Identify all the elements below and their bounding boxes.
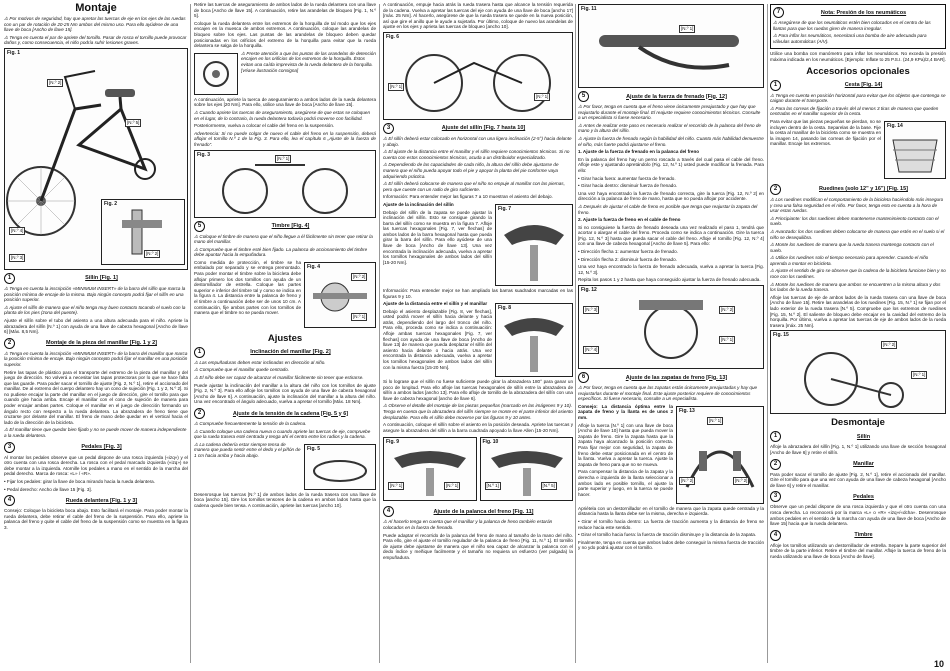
section-title: Sillín <box>856 433 871 440</box>
warning-text: ⚠ Dependiendo de las capacidades de cada niño, la altura del sillín debe ajustarse de manera que el niño pueda apoyar todo el pie y apoyar la planta del pie conforme vaya adquiriendo práctica. <box>383 162 559 179</box>
column-3 <box>383 2 573 665</box>
warning-text: Por favor, tenga en cuenta que el freno viene únicamente preajustado y que hay que reajustarlo durante el montaje final. El reajuste requiere conocimientos técnicos. Consulte a un especialista si fuese necesario. <box>578 104 761 121</box>
figure-callout: [N.º 1] <box>913 372 926 378</box>
body-text: A continuación, apriete la tuerca de aseguramiento a ambos lados de la rueda delantera sobre los ejes [20 Nm]. Para ello, utilice una llave de boca [Ancho de llave 15]. <box>194 96 376 108</box>
list-item-text: Dirección flecha 1: aumentar fuerza de frenado. <box>580 249 678 255</box>
warning-text: Tenga en cuenta la inscripción «MINIMUM INSERT» de la barra del manillar que marca la posición mínima de encaje. Bajo ningún concepto podrá fijar el manillar en una posición superior. <box>4 350 188 367</box>
warning-text: ⚠ Después de ajustar el cable de freno es posible que tenga que reajustar la zapata del freno. <box>578 203 758 215</box>
body-text: Si no consiguiese la fuerza de frenado deseada una vez realizado el paso 1, tendrá que acortar o alargar el cable del freno. Proceda como se indica a continuación. Gire la tuerca [Fig. 12, N.º 3] hasta que pueda sacar el cable del freno. Afloje el tornillo [Fig. 12, N.º 4] con una llave de cabeza hexagonal [Ancho de llave 5]. Para ello: <box>578 224 764 247</box>
figure-3 <box>194 150 376 218</box>
warning-text: ⚠ Preste atención a que las puntas de las arandelas de detención encajen en los orificios de los extremos de la horquilla. Éstos evitan una caída imprevista de la rueda delantera de la horquilla. [Véase ilustración consigna] <box>241 50 376 73</box>
warning-text: Al hacerlo tenga en cuenta que el manillar y la palanca de freno también estarán colocados en la fuerza de frenado. <box>383 519 553 531</box>
body-text: Afloje las tuercas de eje de ambos lados de la rueda trasera con una llave de boca [Ancho de llave 15]. Retire las arandelas de los ruedines [Fig. 15, N.º 1] se fijan por el lado exterior de la rueda trasera [N.º 5]. Compruebe que los extremos de ruedines [Fig. 15, N.º 2]. El saliente de bloqueo debe encajar en la cavidad del extremo de la horquilla. Por último, vuelva a apretar las tuercas de eje de ambos lados de la rueda trasera [máx. 25 Nm]. <box>770 294 946 328</box>
figure-callout: [N.º 4] <box>11 227 24 233</box>
distance-text <box>383 301 492 379</box>
warning-text: Coloque el timbre de manera que el niño llegue a él fácilmente sin tener que retirar la mano del manillar. <box>194 233 373 245</box>
body-text: Posteriormente, vuelva a colocar el cable del freno en la suspensión. <box>194 123 335 129</box>
warning-text: ⚠ El manillar tiene que quedar bien fijado y no se puede mover de manera independiente a la rueda delantera. <box>4 427 187 439</box>
figure-callout: [N.º 1] <box>446 483 459 489</box>
section-header <box>383 123 573 134</box>
warning-text: La cadena debería estar siempre tensa de manera que pueda sentir entre el dedo y el piñón de 1 cm hacia arriba y hacia abajo. <box>194 441 301 458</box>
section-title: Rueda delantera [Fig. 1 y 3] <box>65 497 138 504</box>
stem-illustration <box>102 200 184 264</box>
bell-block <box>194 260 376 330</box>
list-item: • Girar el tornillo hacia fuera: la fuerza de tracción disminuye y la distancia de la zapata. <box>578 532 757 538</box>
section-header <box>770 530 946 541</box>
section-header <box>194 408 376 419</box>
warning-text: ⚠ Compruebe que el timbre esté bien fijado. La palanca de accionamiento del timbre debe apuntar hacia la empuñadura. <box>194 246 368 258</box>
body-text: A continuación, coloque el sillín sobre el asiento en la posición deseada. Apriete las tuercas y asegure la abrazadera del sillín a la barra cuadrada apoyado la llave Allen [15-20 Nm]. <box>383 422 573 433</box>
body-text: Puede adaptar el recorrido de la palanca del freno de mano al tamaño de la mano del niño. Para ello, gire el ajuste el tornillo regulador de la palanca de freno [Fig. 11, N.º 1]. El tornillo de ajuste debe ajustarse de manera que el niño sea capaz de alcanzar la palanca con el dedo índice y meñique facilmente y el tamaño no requiera un esfuerzo (ver pulgada) la empuñadura. <box>383 532 573 560</box>
figure-callout: [N.º 5] <box>542 483 555 489</box>
section-header <box>383 506 573 517</box>
section-header <box>773 7 943 18</box>
warning-text: Por motivos de seguridad, hay que apretar las tuercas de eje en los ejes de las ruedas con un par de rotación de 20-25 Nm ambos del mismo uso. Para ello ayúdese de una llave de boca [Ancho de llave 15]. <box>4 16 186 33</box>
consejo-text: Consejo: La distancia óptima entre la zapata de freno y la llanta es de unos 2 mm. <box>578 403 673 420</box>
figure-7 <box>495 204 573 286</box>
section-number: 1 <box>770 80 781 91</box>
warning-text: ⚠ Compruebe que el manillar quede centrado. <box>194 367 290 373</box>
body-text: Si lo lograse que el sillín no fuese suficiente puede girar la abrazadera 180° para ganar un poco de longitud. Para ello afloje las tuercas hexagonales de sillín entre la abrazadera de sillín a ambos lados [ancho 13]. Para ello afloje de tornillo de la abrazadera del sillín con una llave de cabeza hexagonal [ancho de llave 6]. <box>383 379 573 401</box>
figure-label: Fig. 4 <box>307 263 321 270</box>
warning-text: Ajuste el sentido de giro se observe que la cadena de la bicicleta funcione bien y no roce con los ruedines. <box>770 268 946 280</box>
body-text: Información: Para entender mejor las figuras 7 a 10 muestran el asiento del debajo. <box>383 194 553 200</box>
figure-label: Fig. 9 <box>386 439 400 446</box>
list-item-text: Fijar los pedales: girar la llave de boca mirando hacia la rueda delantera. <box>6 479 155 484</box>
body-text: Apriétela con un destornillador en el tornillo de manera que la zapata quede centrada y la distancia hasta la llanta debe ser la misma, derecha e izquierda. <box>578 505 764 517</box>
safety-warning: ⚠ Tenga en cuenta el par de apriete del tornillo. Pasar de rosca el tornillo puede provocar daños y, como consecuencia, el niño podría sufrir lesiones graves. <box>4 34 187 46</box>
section-number: 2 <box>194 408 205 419</box>
tilt-block <box>383 202 573 288</box>
section-title: Cesta [Fig. 14] <box>844 82 883 89</box>
body-text: Puede ajustar la inclinación del manillar a la altura del niño con los tornillos de ajuste [Fig. 2, N.º 3]. Para ello afloje los tornillos con ayuda de una llave de cabeza hexagonal [Ancho de llave 6]. A continuación, ajuste la inclinación del manillar a la altura del niño. Una vez encontrado el ángulo adecuado, vuelva a apretar el tornillo [Máx. 18 Nm]. <box>194 382 376 405</box>
figure-11 <box>578 4 764 88</box>
body-text: Afloje la tuerca [N.º 1] con una llave de boca [Ancho de llave 10] hasta que pueda mover la zapata de freno. Gire la zapata hasta que la zapata haya alcanzado la posición correcta. Para fijar mejor con seguridad, la zapata de freno debe estar posicionada en el centro de la llanta. Vuelva a apretar la tuerca. Ajuste la zapata de freno para que no se mueva. <box>578 422 673 467</box>
warning-text: ⚠ Monte los ruedines de manera que la rueda trasera mantenga contacto con el suelo. <box>770 242 934 253</box>
section-number: 3 <box>770 491 781 502</box>
warning-text: ⚠ Compruebe frecuentemente la tensión de la cadena. <box>194 421 307 427</box>
warning-text: Preste atención a que las puntas de las arandelas de detención encajen en los orificios de los extremos de la horquilla. Éstos evitan una caída imprevista de la rueda delantera de la horquilla. [Véase ilustración consigna] <box>241 50 376 73</box>
body-text: Debajo del sillín de la zapata se puede ajustar la inclinación del sillín. Esto se consigue girando la barra del sillín como se muestra en la figura 7. Afloje las tuercas hexagonales [Fig. 7, ver flechas] de ambos lados de la barra hexagonal hasta que pueda girar la barra del sillín. Para ello ayúdese de una llave de boca [Ancho de llave 13]. Una vez encontrada la inclinación adecuada, vuelva a apretar los tornillos hexagonales de ambos lados del sillín [15-20 Nm]. <box>383 209 492 265</box>
body-text: Para poder sacar el tornillo de ajuste [Fig. 2, N.º 1], retire el accionado del manillar. Gire el tornillo para que una vez con ayuda de una llave de cabeza hexagonal [Ancho de llave 6] y retire el manillar. <box>770 471 946 488</box>
sub-title: Ajuste de la distancia entre el sillín y el manillar <box>383 301 488 307</box>
figure-callout: [N.º 3] <box>585 307 598 313</box>
section-title: Montaje de la pieza del manillar [Fig. 1 y 2] <box>46 340 157 347</box>
figure-label: Fig. 14 <box>887 122 903 129</box>
figure-callout: [N.º 1] <box>353 313 366 319</box>
list-item: • Girar hacia fuera: aumentar fuerza de frenado. <box>578 175 676 181</box>
body-text: Como medida de protección, el timbre se ha embalado por separado y se entrega premontado. Para poder montar el timbre sobre la bicicleta debe aflojar primero los dos tornillos con ayuda de un destornillador de estrella. Coloque las partes superior e inferior del timbre tal y como se indica en la figura 4. La distancia entre la palanca de freno y el timbre a continuación debe ser de unos 10 cm. A continuación, fije ambos partes con los tornillos de manera que el timbre no se pueda mover. <box>194 259 301 316</box>
section-title: Ruedines (solo 12" y 16") [Fig. 15] <box>819 186 908 193</box>
section-header <box>770 184 946 195</box>
warning-text: Para inflar los neumáticos, necesitará una bomba de aire adecuada para válvulas automáticas (A/V). <box>773 33 927 44</box>
accessories-heading: Accesorios opcionales <box>806 65 910 77</box>
warning-text: El niño debe ser capaz de alcanzar el manillar fácilmente sin tener que estirarse. <box>199 375 364 381</box>
list-item: • Dirección flecha 2: disminuir fuerza de frenado. <box>578 256 677 262</box>
warning-text: ⚠ Al hacerlo tenga en cuenta que el manillar y la palanca de freno también estarán colocados en la fuerza de frenado. <box>383 519 553 531</box>
warning-text: ⚠ Ajuste el sillín de manera que el niño tenga muy buen contacto tocando el suelo con la planta de los pies (zona del puente). <box>4 304 186 316</box>
figure-13 <box>676 406 764 504</box>
desmontaje-heading: Desmontaje <box>831 417 885 429</box>
fig9-10-row <box>383 435 573 503</box>
warning-text: ⚠ El ajuste de la distancia entre el manillar y el sillín requiere conocimientos técnicos. Si no cuenta con estos conocimientos técnicos, acuda a un distribuidor especializado. <box>383 149 570 160</box>
section-number: 2 <box>770 184 781 195</box>
figure-label: Fig. 10 <box>482 439 499 446</box>
body-text: Consejo: Coloque la bicicleta boca abajo. Esto facilitará el montaje. Para poder montar la rueda delantera, debe retirar el cable del freno de la suspensión. Para ello, apriete la palanca del freno y quite el cable del freno de la suspensión como se muestra en la figura 3. <box>4 508 188 530</box>
section-title: Inclinación del manillar [Fig. 2] <box>250 349 331 356</box>
figure-label: Fig. 11 <box>581 6 597 12</box>
list-item: • Pedal derecho: Ancho de llave 15 [Fig. 3]. <box>4 486 92 492</box>
warning-text: Ajuste el sillín de manera que el niño tenga muy buen contacto tocando el suelo con la planta de los pies (zona del puente). <box>4 304 186 316</box>
figure-callout: [N.º 2] <box>353 273 366 279</box>
warning-text: ⚠ Tenga en cuenta la inscripción «MINIMUM INSERT» de la barra del sillín que marca la posición mínima de encaje de la misma. Bajo ningún concepto podrá fijar el sillín en una posición superior. <box>4 285 186 303</box>
warning-text: El ajuste de la distancia entre el manillar y el sillín requiere conocimientos técnicos. Si no cuenta con estos conocimientos técnicos, acuda a un distribuidor especializado. <box>383 149 570 160</box>
body-text: Para compensar la distancia de la zapata y la derecha e izquierda de la llanta seleccionar a ambos lado es posible tornillo, el ajuste la parte superior y luego, en la tuerca se puede hacer. <box>578 469 673 497</box>
axle-illustration <box>195 54 237 94</box>
body-text: Repita los pasos 1 y 2 hasta que haya conseguido ajustar la fuerza de frenado adecuada. <box>578 277 761 283</box>
warning-text: ⚠ Ajuste la fuerza de frenado según la habilidad del niño. Cuanto más habilidad demuestre el niño, más fuerte podrá ajustarse el freno. <box>578 135 764 147</box>
warning-text: ⚠ Cuando coloque una cadena nueva o cuando apriete las tuercas de eje, compruebe que la rueda trasera esté centrada y tenga ahí el centro entre los radios y la cadena. <box>194 428 371 440</box>
figure-label: Fig. 13 <box>679 407 695 414</box>
axle-detail-figure <box>194 53 238 95</box>
section-header <box>194 347 376 358</box>
warning-text: Ajuste la fuerza de frenado según la habilidad del niño. Cuanto más habilidad demuestre el niño, más fuerte podrá ajustarse el freno. <box>578 135 764 147</box>
figure-callout: [N.º 1] <box>681 26 694 31</box>
figure-14 <box>884 121 946 179</box>
column-5 <box>770 2 946 665</box>
section-title: Ajuste del sillín [Fig. 7 hasta 10] <box>441 125 526 132</box>
warning-text: Por favor, tenga en cuenta que las zapatas están únicamente preajustadas y hay que reajustarlas durante el montaje final. Este ajuste posterior requiere de conocimientos específicos. Si fuese necesario, consulte a un especialista. <box>578 385 758 402</box>
figure-callout: [N.º 2] <box>735 477 748 483</box>
section-number: 7 <box>773 7 784 18</box>
warning-text: ⚠ Tenga en cuenta la inscripción «MINIMUM INSERT» de la barra del manillar que marca la posición mínima de encaje. Bajo ningún concepto podrá fijar el manillar en una posición superior. <box>4 350 188 367</box>
warning-text: Para las correas de fijación a través del al menos 3 tiras de manera que queden centradas en el manillar superior de la cesta. <box>770 105 939 117</box>
warning-text: Utilice los ruedines solo el tiempo necesario para aprender. Cuando el niño aprenda a montar en bicicleta. <box>770 255 929 266</box>
body-text: Utilice una bomba con manómetro para inflar los neumáticos. No exceda la presión máxima indicada en los neumáticos. [Ejemplo: Inflate to 25 P.S.I. (24,9 KPa)/2,4 BAR]. <box>770 51 946 62</box>
column-divider <box>379 4 380 663</box>
figure-callout: [N.º 1] <box>721 337 734 343</box>
figure-label: Fig. 3 <box>197 151 211 158</box>
warning-text: Avanzado: los dos ruedines deben colocarse de manera que estén en el suelo si el niño se desequilibra. <box>770 228 945 240</box>
section-title: Manillar <box>853 461 874 468</box>
section-number: 3 <box>4 442 15 453</box>
figure-callout: [N.º 1] <box>486 483 499 489</box>
figure-callout: [N.º 2] <box>721 307 734 313</box>
section-number: 3 <box>383 123 394 134</box>
figure-callout: [N.º 1] <box>390 83 403 89</box>
section-number: 2 <box>770 459 781 470</box>
column-2 <box>194 2 376 665</box>
body-text: Al montar los pedales observe que un pedal dispone de una rosca izquierda («izq») y el otro cuenta con una rosca derecha. La rosca con el pedal marcado izquierda («izq») se debe montar a la izquierda. Atornille los pedales a mano en el sentido de la marcha del pedal derecho. Marca de rosca: «L» / «R». <box>4 454 188 477</box>
sub-title: 2. Ajuste la fuerza de freno en el cable de freno <box>578 217 681 223</box>
warning-text: ⚠ Por favor, tenga en cuenta que el freno viene únicamente preajustado y que hay que reajustarlo durante el montaje final. El reajuste requiere conocimientos técnicos. Consulte a un especialista si fuese necesario. <box>578 104 761 121</box>
figure-callout: [N.º 4] <box>585 347 598 353</box>
warning-text: Los ruedines modifican el comportamiento de la bicicleta haciéndolo más inseguro y crea una falsa seguridad en el niño. Por favor, tenga esto en cuenta a la hora de usar estas ruedas. <box>770 196 944 214</box>
section-number: 1 <box>194 347 205 358</box>
figure-callout: [N.º 3] <box>11 254 24 260</box>
tire-pressure-note <box>770 4 946 49</box>
section-title: Nota: Presión de los neumáticos <box>820 9 907 16</box>
body-text: Desenrosque las tuercas [N.º 1] de ambos lados de la rueda trasera con una llave de boca [ancho 15]. Gire los tornillos tensores de la cadena en ambos lados hasta que la cadena quede bien tensa. A continuación, apriete las tuercas [ancho 10]. <box>194 491 376 508</box>
list-item-text: Girar hacia fuera: aumentar fuerza de frenado. <box>580 175 676 181</box>
warning-text: ⚠ Coloque el timbre de manera que el niño llegue a él fácilmente sin tener que retirar la mano del manillar. <box>194 233 373 245</box>
section-title: Pedales [Fig. 3] <box>81 444 122 451</box>
body-text: Una vez haya encontrado la fuerza de frenado correcta, gire la tuerca [Fig. 12, N.º 2] en dirección a la palanca de freno de mano, hasta que no pueda aflojar por accidente. <box>578 190 764 202</box>
figure-label: Fig. 8 <box>498 305 512 312</box>
sub-title: Ajuste de la inclinación del sillín <box>383 201 454 207</box>
warning-text: Compruebe que el manillar quede centrado. <box>199 367 290 373</box>
figure-callout: [N.º 1] <box>709 417 722 423</box>
figure-callout: [N.º 2] <box>883 342 896 348</box>
warning-text: Compruebe que el timbre esté bien fijado. La palanca de accionamiento del timbre debe apuntar hacia la empuñadura. <box>194 246 368 258</box>
section-header <box>578 372 764 383</box>
section-header <box>4 273 188 284</box>
page-number: 10 <box>933 659 944 669</box>
section-title: Sillín [Fig. 1] <box>85 275 118 282</box>
warning-text: ⚠ El sillín deberá estar colocado en horizontal con una ligera inclinación (2-5°) hacia delante y abajo. <box>383 135 572 147</box>
warning-text: ⚠ Ajuste el sentido de giro se observe que la cadena de la bicicleta funcione bien y no roce con los ruedines. <box>770 268 946 280</box>
list-item-text: Girar hacia dentro: disminuir fuerza de frenado. <box>580 183 678 189</box>
section-number: 2 <box>4 338 15 349</box>
figure-label: Fig. 2 <box>104 200 118 207</box>
body-text: Información: Para entender mejor se han ampliado las barras suadrados marcadas en las figuras 9 y 10. <box>383 287 573 299</box>
warning-text: Cuando apriete las tuercas de aseguramiento, asegúrese de que estas se coloquen en el lugar, de lo contrario, la rueda delantera todavía podrá moverse con facilidad. <box>194 109 370 121</box>
section-title: Timbre [Fig. 4] <box>271 223 310 229</box>
warning-text: ⚠ Para las correas de fijación a través del al menos 3 tiras de manera que queden centradas en el manillar superior de la cesta. <box>770 105 939 117</box>
warning-text: ⚠ Para inflar los neumáticos, necesitará una bomba de aire adecuada para válvulas automáticas (A/V). <box>773 33 927 44</box>
body-text: Observe que un pedal dispone de una rosca izquierda y que el otro cuenta con una rosca derecha. Lo reconocerá por la marca «L» o «R» «izq»/«dcha». Desenrosque ambos pedales en el sentido de la marcha con ayuda de una llave de boca [Ancho de llave 15] hacia que la rueda delantera. <box>770 504 946 527</box>
section-title: Ajuste de la fuerza de frenado [Fig. 12] <box>626 93 727 100</box>
warning-text: Las empuñaduras deben estar inclinadas en dirección al niño. <box>199 359 326 365</box>
chain-block <box>194 442 376 492</box>
warning-text: ⚠ Antes de realizar este paso es necesario realizar el recorrido de la palanca del freno de mano y la altura del sillín. <box>578 122 761 134</box>
section-number: 4 <box>770 530 781 541</box>
figure-15 <box>770 330 946 414</box>
body-text: Ajuste el sillín sobre el tubo del asiento a una altura adecuada para el niño. Apriete la abrazadera del sillín [N.º 1] con ayuda de una llave de cabeza hexagonal [Ancho de llave 6] [Máx. 8,5 Nm]. <box>4 317 188 335</box>
figure-9 <box>383 437 477 501</box>
section-number: 4 <box>383 506 394 517</box>
section-number: 1 <box>770 431 781 442</box>
section-header <box>770 80 946 91</box>
section-title: Ajuste de la tensión de la cadena [Fig. 5 y 6] <box>232 410 349 417</box>
figure-label: Fig. 7 <box>498 205 512 212</box>
warning-text: ⚠ El sillín deberá colocarse de manera que el niño no empuje al manillar con las piernas, pero que cuente con un radio de giro suficiente. <box>383 181 565 192</box>
column-divider <box>767 4 768 663</box>
warning-text: Asegúrese de que los neumáticos estén bien colocados en el centro de las llantas para que los ruedas giren de manera irregular. <box>773 20 931 31</box>
warning-text: ⚠ Cuando apriete las tuercas de aseguramiento, asegúrese de que estas se coloquen en el lugar, de lo contrario, la rueda delantera todavía podrá moverse con facilidad. <box>194 109 370 121</box>
section-header <box>4 442 188 453</box>
body-text: Debajo el asiento desplazable [Fig. 8, ver flechas], usted podrá mover el sillín hacia delante y hacia atrás, dependiendo del largo del tronco del niño. Para ello, proceda como se indica a continuación: Afloje ambas tuercas hexagonales [Fig. 7, ver flechas] con ayuda de una llave de boca [Ancho de llave 13] de manera que pueda desplazar el sillín del asiento hacia delante o hacia atrás. Una vez encontrada la distancia adecuada, vuelva a apretar los tornillos hexagonales de ambos lados del sillín con la misma fuerza [15-20 Nm]. <box>383 308 492 370</box>
column-divider <box>190 4 191 663</box>
rear-wheel-illustration <box>384 33 572 119</box>
section-number: 5 <box>194 221 205 232</box>
warning-text: ⚠ Observe el detalle del montaje de las piezas pequeñas (marcado en las imágenes 9 y 10). Tenga en cuenta que la abrazadera del sillín siempre se monte en el parte inferior del asiento desplazable. Para ello el sillín debe moverse por las figuras 9 y 10 antes. <box>383 403 573 420</box>
ajustes-heading: Ajustes <box>267 332 303 344</box>
figure-label: Fig. 1 <box>7 49 21 56</box>
list-item-text: Girar el tornillo hacia fuera: la fuerza de tracción disminuye y la distancia de la zapata. <box>580 532 757 538</box>
list-item-text: Pedal derecho: Ancho de llave 15 [Fig. 3]. <box>6 486 92 492</box>
advert-text: Advertencia: Si no puede colgar de nuevo el cable del freno en la suspensión, deberá aflojar el tornillo N.º 1 de la Fig. 3. Para ello, lea el capítulo 6 „Ajuste de la fuerza de frenado“. <box>194 130 376 147</box>
section-number: 4 <box>4 495 15 506</box>
figure-8 <box>495 303 573 377</box>
warning-text: Principiante: los dos ruedines deben mantenerse mantenimiento contacto con el suelo. <box>770 215 939 227</box>
column-1 <box>4 2 188 665</box>
warning-text: ⚠ Utilice los ruedines solo el tiempo necesario para aprender. Cuando el niño aprenda a montar en bicicleta. <box>770 255 929 266</box>
brake-shoe-block <box>578 404 764 506</box>
figure-12 <box>578 285 764 369</box>
figure-callout: [N.º 1] <box>277 155 290 161</box>
warning-with-image <box>194 51 376 97</box>
figure-callout: [N.º 5] <box>127 119 140 125</box>
section-title: Ajuste de la palanca del freno [Fig. 11] <box>433 508 534 515</box>
warning-text: Observe el detalle del montaje de las piezas pequeñas (marcado en las imágenes 9 y 10). Tenga en cuenta que la abrazadera del sillín siempre se monte en el parte inferior del asiento desplazable. Para ello el sillín debe moverse por las figuras 9 y 10 antes. <box>383 403 573 420</box>
warning-text: Cuando coloque una cadena nueva o cuando apriete las tuercas de eje, compruebe que la rueda trasera esté centrada y tenga ahí el centro entre los radios y la cadena. <box>194 428 371 440</box>
body-text: En la palanca del freno hay un perno roscado a través del cual pasa el cable del freno. Afloje este y ajustando apretándolo (Fig. 12, N.º 1) usted puede modificar la frenada. Para ello: <box>578 156 764 173</box>
section-header <box>194 221 376 232</box>
sub-title: 1. Ajuste de la fuerza de frenado en la palanca del freno <box>578 149 700 155</box>
warning-text: ⚠ La cadena debería estar siempre tensa de manera que pueda sentir entre el dedo y el piñón de 1 cm hacia arriba y hacia abajo. <box>194 441 301 458</box>
body-text: Afloje la abrazadera del sillín [Fig. 1, N.º 1] utilizando una llave de sección hexagonal [Ancho de llave 6] y retire el sillín. <box>770 444 946 455</box>
figure-callout: [N.º 2] <box>49 79 62 85</box>
list-item-text: Dirección flecha 2: disminuir fuerza de frenado. <box>580 256 677 262</box>
brake-lever-illustration <box>579 5 763 87</box>
section-header <box>770 491 946 502</box>
brake-shoe-text <box>578 404 673 506</box>
tilt-text <box>383 202 492 288</box>
section-number: 1 <box>4 273 15 284</box>
section-header <box>770 431 946 442</box>
figure-callout: [N.º 1] <box>536 93 549 99</box>
column-divider <box>575 4 576 663</box>
section-title: Timbre <box>854 532 873 539</box>
body-text: Coloque la rueda delantera entre los extremos de la horquilla de tal modo que los ejes encajen en la muesca de ambos extremos. A continuación, coloque las arandelas de bloqueo sobre los ejes. Las puntas de las arandelas de bloqueo deben quedar posicionadas en los orificios del extremo de la horquilla para evitar que la rueda delantera se salga de la horquilla. <box>194 20 376 49</box>
section-title: Ajuste de las zapatas de freno [Fig. 13] <box>625 374 728 381</box>
figure-label: Fig. 12 <box>581 287 597 294</box>
section-header <box>770 459 946 470</box>
figure-callout: [N.º 1] <box>390 483 403 489</box>
warning-text: ⚠ Por favor, tenga en cuenta que las zapatas están únicamente preajustadas y hay que reajustarlas durante el montaje final. Este ajuste posterior requiere de conocimientos específicos. Si fuese necesario, consulte a un especialista. <box>578 385 758 402</box>
warning-text: Tenga en cuenta la inscripción «MINIMUM INSERT» de la barra del sillín que marca la posición mínima de encaje de la misma. Bajo ningún concepto podrá fijar el sillín en una posición superior. <box>4 285 186 303</box>
warning-text: Dependiendo de las capacidades de cada niño, la altura del sillín debe ajustarse de manera que el niño pueda apoyar todo el pie y apoyar la planta del pie conforme vaya adquiriendo práctica. <box>383 162 559 179</box>
list-item: • Girar el tornillo hacia dentro: La fuerza de tracción aumenta y la distancia de freno se reduce hacia este sentido. <box>578 519 764 530</box>
list-item: • Girar hacia dentro: disminuir fuerza de frenado. <box>578 183 678 189</box>
figure-4 <box>304 262 376 328</box>
figure-6 <box>383 32 573 120</box>
warning-text: ⚠ Tenga en cuenta en posición horizontal para evitar que los objetos que contenga se caigan durante el transporte. <box>770 92 946 104</box>
body-text: Retire las tuercas de aseguramiento de ambos lados de la rueda delantera con una llave de boca [Ancho de llave 15]. A continuación, retire las arandelas de bloqueo [Fig. 1, N.º 5]. <box>194 2 376 19</box>
warning-text: Después de ajustar el cable de freno es posible que tenga que reajustar la zapata del freno. <box>578 203 758 215</box>
body-text: Finalmente, tenga en cuenta que ambos lados debe conseguir la misma fuerza de tracción y no ydo podrá ajustar con el tornillo. <box>578 539 764 551</box>
body-text: Para evitar que las piezas pequeñas se pierdan, no se incluyen dentro de la cesta. Separelas de la base. Fije la cesta al manillar de la bicicleta como se muestra en la imagen 14, pasando las correas de fijación por el manillar. Encaje los extremos. <box>770 118 881 147</box>
distance-block <box>383 301 573 379</box>
warning-text: Tenga en cuenta en posición horizontal para evitar que los objetos que contenga se caigan durante el transporte. <box>770 92 946 104</box>
list-item: • Dirección flecha 1: aumentar fuerza de frenado. <box>578 249 678 255</box>
warning-text: ⚠ Las empuñaduras deben estar inclinadas en dirección al niño. <box>194 359 326 365</box>
figure-2 <box>101 199 185 265</box>
body-text: Una vez haya encontrado la fuerza de frenado adecuada, vuelva a apretar la tuerca [Fig. 12, N.º 3]. <box>578 264 764 275</box>
safety-warning: ⚠ Por motivos de seguridad, hay que apretar las tuercas de eje en los ejes de las ruedas con un par de rotación de 20-25 Nm ambos del mismo uso. Para ello ayúdese de una llave de boca [Ancho de llave 15]. <box>4 16 186 33</box>
warning-text: Monte los ruedines de manera que ambos se encuentren a la misma altura y dos los lados de la rueda trasera. <box>770 281 941 293</box>
warning-text: Monte los ruedines de manera que la rueda trasera mantenga contacto con el suelo. <box>770 242 934 253</box>
clamp-illustration <box>384 438 476 500</box>
warning-text: ⚠ El niño debe ser capaz de alcanzar el manillar fácilmente sin tener que estirarse. <box>194 375 364 381</box>
section-header <box>578 91 764 102</box>
body-text: Afloje los tornillos utilizando un destornillador de estrella. Separe la parte superior del timbre de la parte inferior. Retire el timbre del manillar. Afloje la tuerca de freno de la rueda utilizando una llave de boca [Ancho de llave]. <box>770 542 946 559</box>
warning-text: El manillar tiene que quedar bien fijado y no se puede mover de manera independiente a la rueda delantera. <box>4 427 187 439</box>
warning-text: Antes de realizar este paso es necesario realizar el recorrido de la palanca del freno de mano y la altura del sillín. <box>578 122 761 134</box>
body-text: A continuación, empuje hacia atrás la rueda trasera hasta que alcance la tensión requerida de la cadena. Vuelva a apretar las tuercas del eje con ayuda de una llave de boca [ancho 17] [máx. 25 Nm]. Al hacerlo, asegúrese de que la rueda trasera se quede en la nueva posición, así que gire el anillo que le ayude a sujetarla. Por último, coloque de nuevo las arandelas de ajuste en los ejes y aprieta las tuercas de bloqueo [ancho 10]. <box>383 2 573 30</box>
figure-callout: [N.º 2] <box>146 250 159 256</box>
section-header <box>4 338 188 349</box>
warning-text: Tenga en cuenta el par de apriete del tornillo. Pasar de rosca el tornillo puede provocar daños y, como consecuencia, el niño podría sufrir lesiones graves. <box>4 34 187 46</box>
figure-label: Fig. 5 <box>307 445 321 452</box>
figure-label: Fig. 15 <box>773 332 789 339</box>
basket-illustration <box>885 122 945 178</box>
section-header <box>4 495 188 506</box>
saddle-illustration <box>496 205 572 285</box>
warning-text: ⚠ Los ruedines modifican el comportamiento de la bicicleta haciéndolo más inseguro y crea una falsa seguridad en el niño. Por favor, tenga esto en cuenta a la hora de usar estas ruedas. <box>770 196 944 214</box>
figure-5 <box>304 444 376 490</box>
body-text: Retire las tapas de plástico para el transporte del extremo de la pieza del manillar y del juego de dirección. No volverá a necesitar las tapas protectoras por lo que se hace falta que las guarde. Para poder sacar el tornillo de ajuste [Fig. 2, N.º 1], retire el accionado del manillar. De al extremo del cuerpo delantero hay un cono de sujeción [Fig. 1 y 2, N.º 2]. Si no pudiese encajar la parte del manillar en el juego de dirección, gire el tornillo para que cuando gire hacia arriba. Encaje el manillar con el cono de sujeción de manera para poder encajar ambas partes. Coloque el manillar en el juego de dirección formando un ángulo recto con respecto a la rueda delantera. La abrazadera de freno tiene que cruzarse por delante del manillar. El freno de mano debe quedar en el vertical hacia el lado de la dirección de la bicicleta. <box>4 369 188 425</box>
warning-text: El sillín deberá estar colocado en horizontal con una ligera inclinación (2-5°) hacia delante y abajo. <box>383 135 572 147</box>
montaje-heading: Montaje <box>75 2 117 14</box>
warning-text: ⚠ Monte los ruedines de manera que ambos se encuentren a la misma altura y dos los lados de la rueda trasera. <box>770 281 941 293</box>
section-title: Pedales <box>853 493 874 500</box>
warning-text: ⚠ Avanzado: los dos ruedines deben colocarse de manera que estén en el suelo si el niño se desequilibra. <box>770 228 945 240</box>
figure-10 <box>480 437 574 501</box>
section-number: 5 <box>578 91 589 102</box>
list-item: • Fijar los pedales: girar la llave de boca mirando hacia la rueda delantera. <box>4 479 155 484</box>
brake-adjust-illustration <box>579 286 763 368</box>
column-4 <box>578 2 764 665</box>
figure-1 <box>4 48 188 270</box>
warning-text: Compruebe frecuentemente la tensión de la cadena. <box>199 421 307 427</box>
warning-text: ⚠ Principiante: los dos ruedines deben mantenerse mantenimiento contacto con el suelo. <box>770 215 939 227</box>
basket-block <box>770 119 946 181</box>
list-item-text: Girar el tornillo hacia dentro: La fuerza de tracción aumenta y la distancia de freno se reduce hacia este sentido. <box>578 519 764 530</box>
saddle-rail-illustration <box>496 304 572 376</box>
figure-callout: [N.º 2] <box>681 477 694 483</box>
warning-text: El sillín deberá colocarse de manera que el niño no empuje al manillar con las piernas, pero que cuente con un radio de giro suficiente. <box>383 181 565 192</box>
clamp-illustration <box>481 438 573 500</box>
figure-label: Fig. 6 <box>386 33 400 40</box>
section-number: 6 <box>578 372 589 383</box>
warning-text: ⚠ Asegúrese de que los neumáticos estén bien colocados en el centro de las llantas para que los ruedas giren de manera irregular. <box>773 20 931 31</box>
